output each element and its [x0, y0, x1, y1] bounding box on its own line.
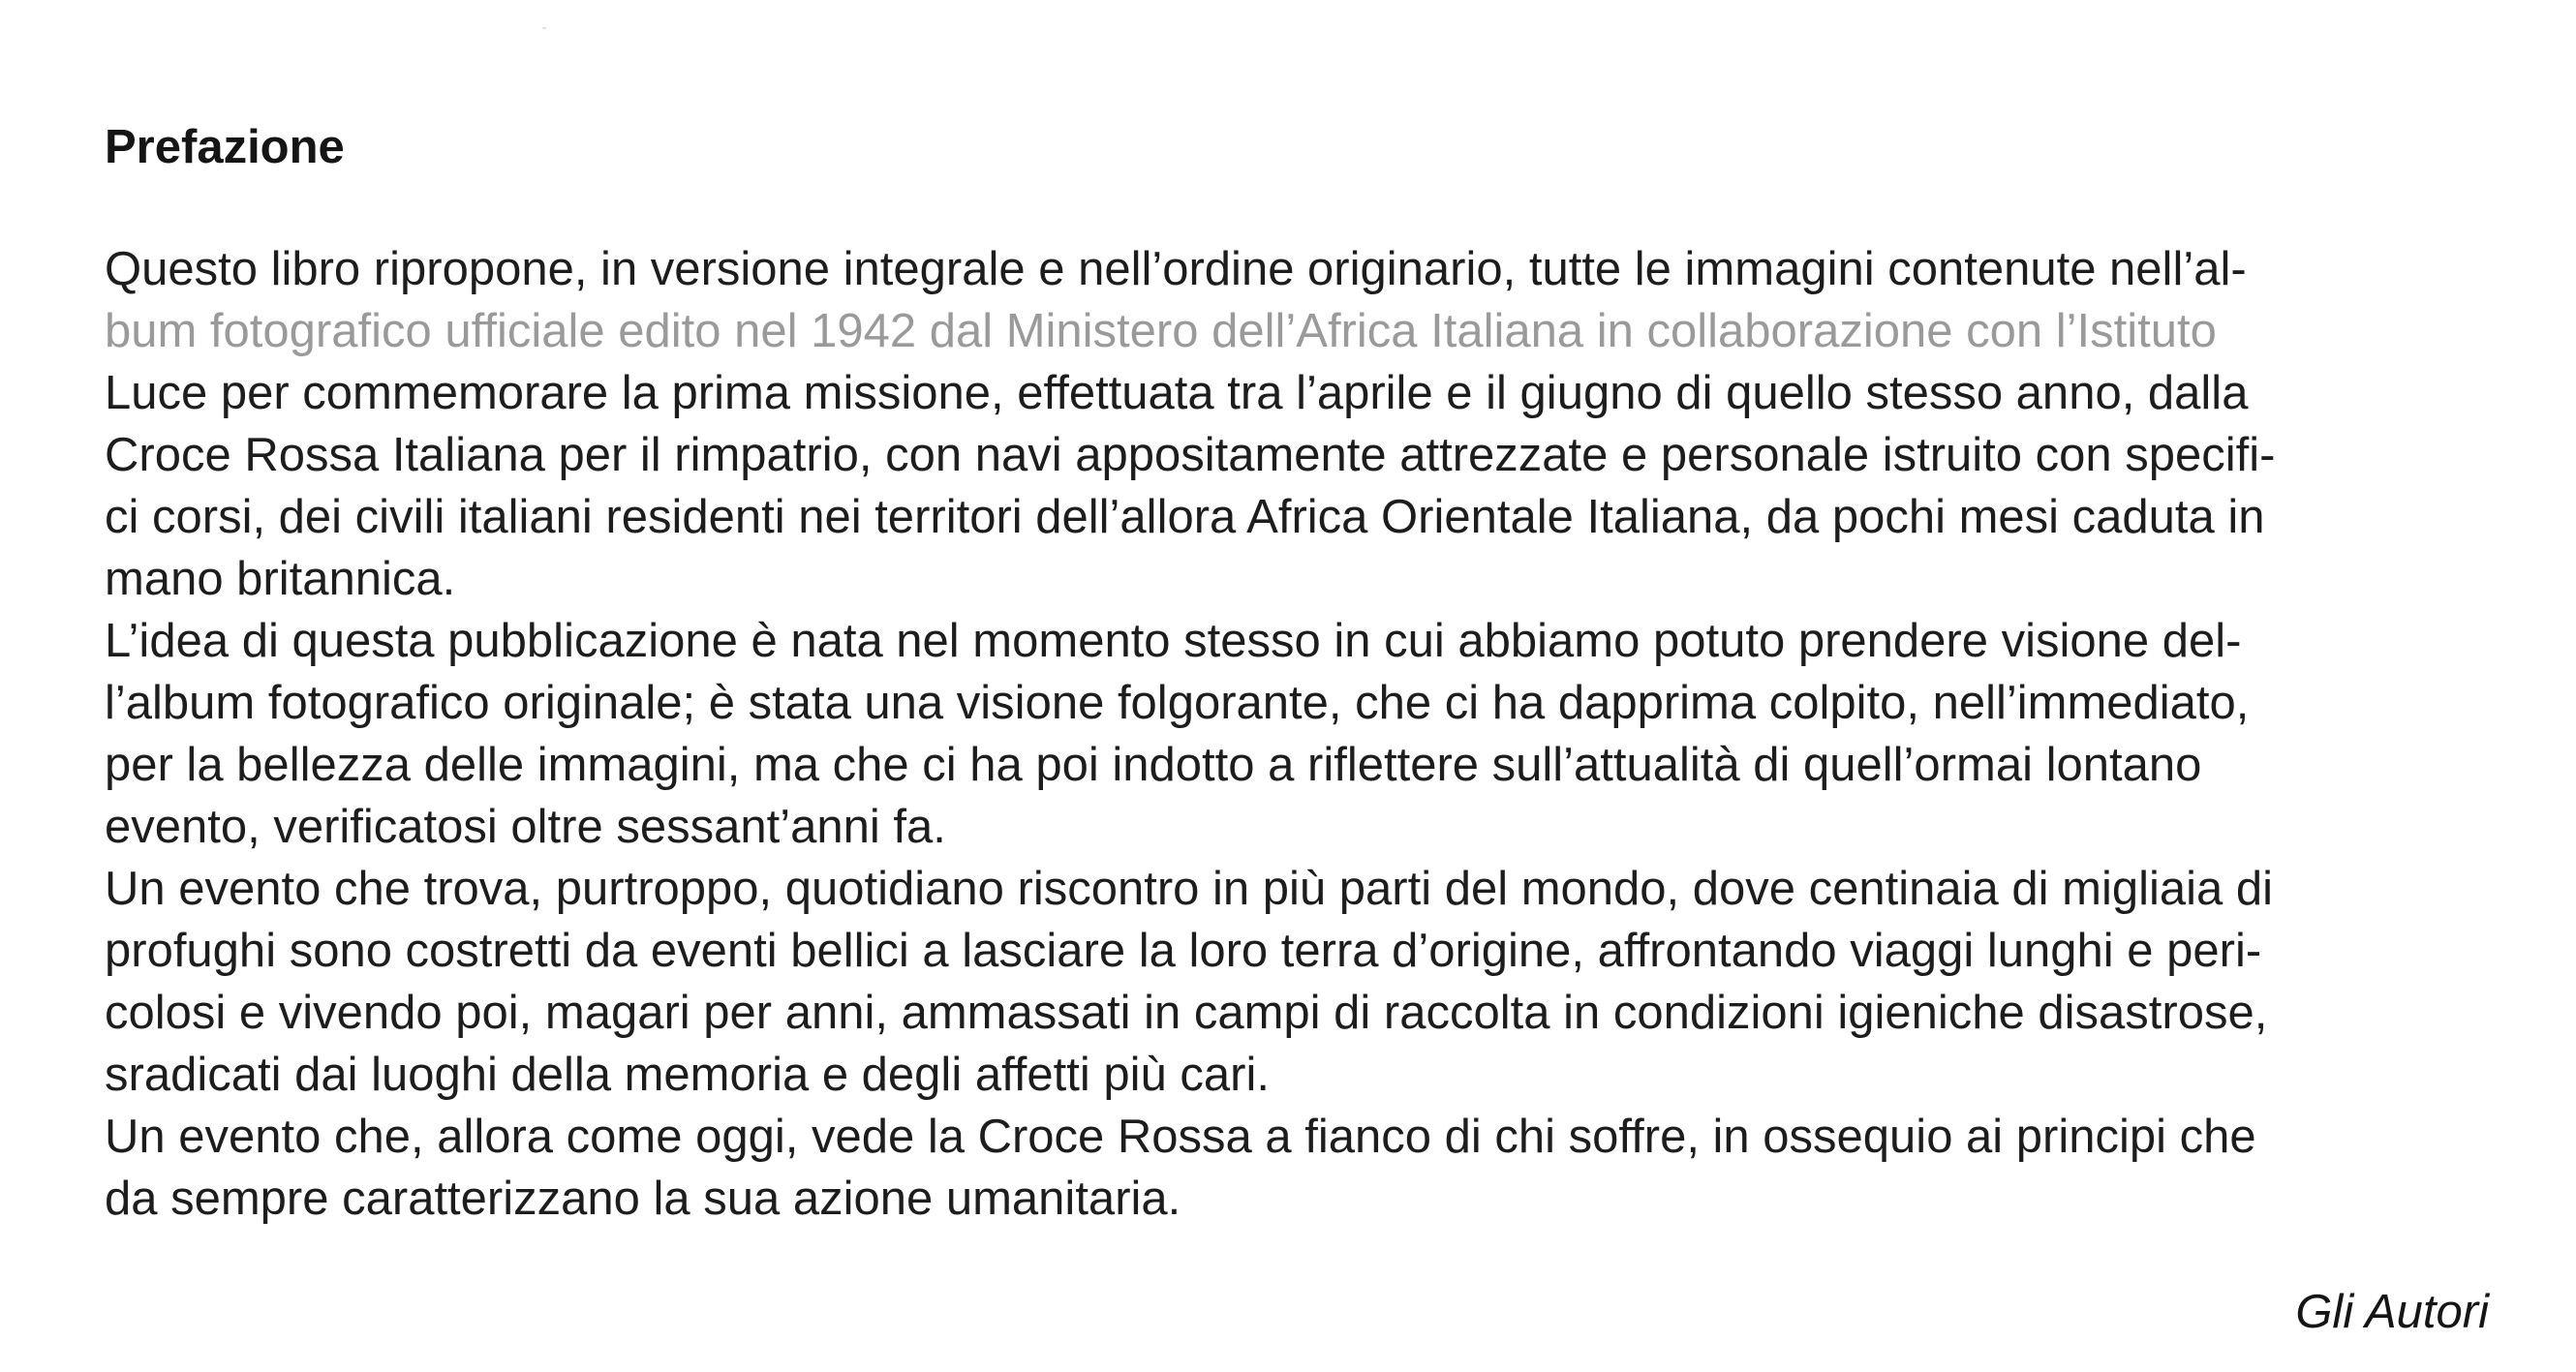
text-line: Un evento che, allora come oggi, vede la Croce Rossa a fianco di chi soffre, in ossequio ai principi che — [105, 1111, 2256, 1163]
text-line: mano britannica. — [105, 553, 456, 605]
text-line: profughi sono costretti da eventi bellici a lasciare la loro terra d’origine, affrontando viaggi lunghi e peri- — [105, 925, 2262, 977]
text-line: l’album fotografico originale; è stata una visione folgorante, che ci ha dapprima colpito, nell’immediato, — [105, 677, 2250, 729]
preface-body — [105, 238, 2489, 1230]
text-line: Croce Rossa Italiana per il rimpatrio, con navi appositamente attrezzate e personale istruito con specifi- — [105, 429, 2276, 481]
text-line: L’idea di questa pubblicazione è nata nel momento stesso in cui abbiamo potuto prendere visione del- — [105, 615, 2242, 667]
scan-speck — [542, 27, 546, 29]
text-line: Questo libro ripropone, in versione integrale e nell’ordine originario, tutte le immagini contenute nell’al- — [105, 243, 2247, 295]
text-line: per la bellezza delle immagini, ma che ci ha poi indotto a riflettere sull’attualità di quell’ormai lontano — [105, 739, 2202, 791]
text-line: Un evento che trova, purtroppo, quotidiano riscontro in più parti del mondo, dove centinaia di migliaia di — [105, 863, 2273, 915]
author-signature: Gli Autori — [2295, 1286, 2489, 1338]
text-line: colosi e vivendo poi, magari per anni, ammassati in campi di raccolta in condizioni igieniche disastrose, — [105, 987, 2268, 1039]
text-line: ci corsi, dei civili italiani residenti nei territori dell’allora Africa Orientale Italiana, da pochi mesi caduta in — [105, 491, 2265, 543]
page-title: Prefazione — [105, 121, 345, 173]
text-line: evento, verificatosi oltre sessant’anni fa. — [105, 801, 946, 853]
text-line-faded: bum fotografico ufficiale edito nel 1942 dal Ministero dell’Africa Italiana in collaborazione con l’Istituto — [105, 305, 2217, 357]
text-line: da sempre caratterizzano la sua azione umanitaria. — [105, 1173, 1181, 1225]
text-line: sradicati dai luoghi della memoria e degli affetti più cari. — [105, 1049, 1270, 1101]
text-line: Luce per commemorare la prima missione, effettuata tra l’aprile e il giugno di quello stesso anno, dalla — [105, 367, 2249, 419]
